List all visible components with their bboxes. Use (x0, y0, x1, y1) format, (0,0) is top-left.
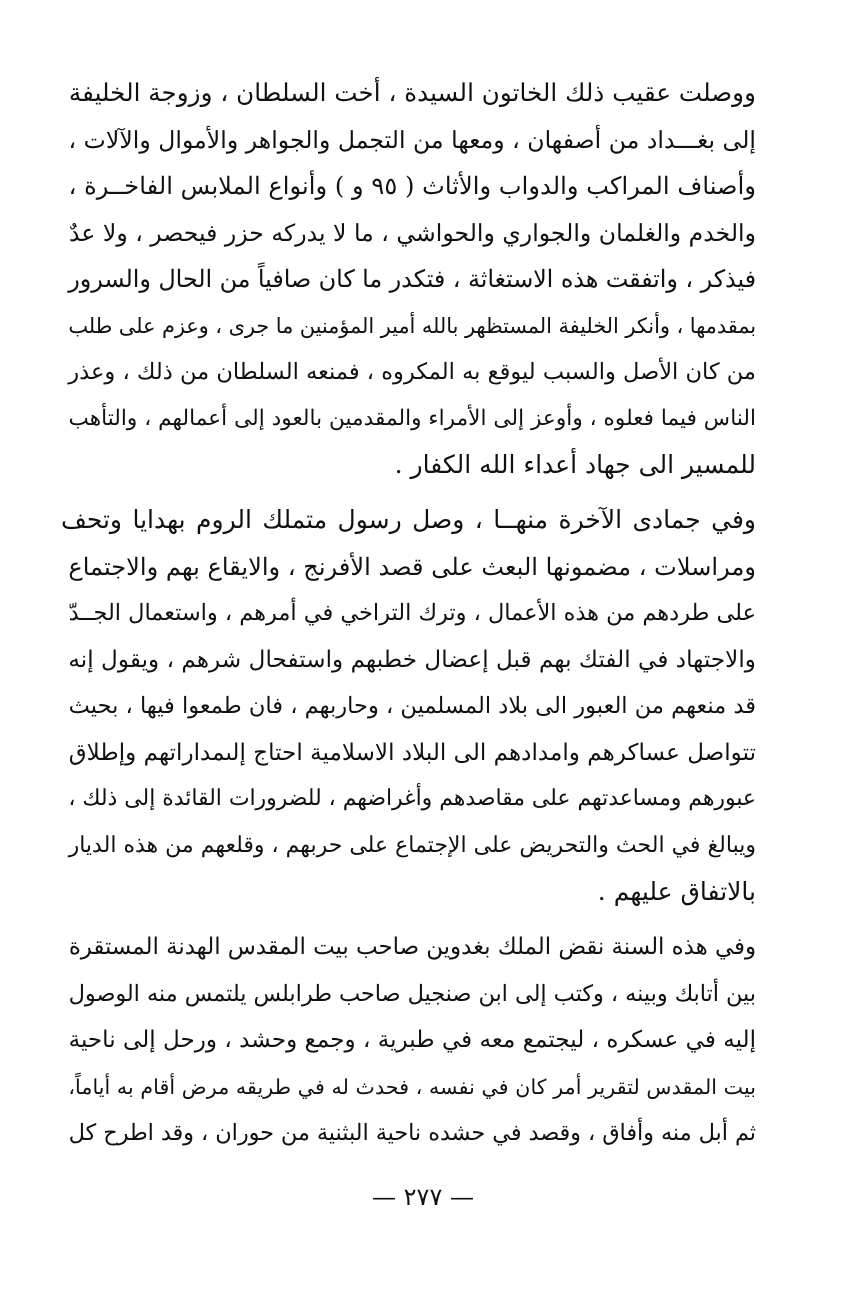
text-line: على طردهم من هذه الأعمال ، وترك التراخي في أمرهم ، واستعمال الجــدّ (68, 600, 756, 626)
text-line: وفي هذه السنة نقض الملك بغدوين صاحب بيت المقدس الهدنة المستقرة (68, 934, 756, 960)
text-line: بيت المقدس لتقرير أمر كان في نفسه ، فحدث له في طريقه مرض أقام به أياماً، (68, 1074, 756, 1099)
text-line: والاجتهاد في الفتك بهم قبل إعضال خطبهم واستفحال شرهم ، ويقول إنه (68, 645, 756, 673)
text-line: والخدم والغلمان والجواري والحواشي ، ما لا يدركه حزر فيحصر ، ولا عدٌ (68, 218, 756, 247)
text-line: بين أتابك وبينه ، وكتب إلى ابن صنجيل صاحب طرابلس يلتمس منه الوصول (68, 980, 756, 1007)
text-line: وأصناف المراكب والدواب والأثاث ( ٩٥ و ) وأنواع الملابس الفاخــرة ، (68, 172, 756, 200)
text-line: إليه في عسكره ، ليجتمع معه في طبرية ، وجمع وحشد ، ورحل إلى ناحية (68, 1027, 756, 1053)
paragraph-1 (61, 70, 756, 489)
text-line: ووصلت عقيب ذلك الخاتون السيدة ، أخت السلطان ، وزوجة الخليفة (68, 78, 756, 107)
text-line: ثم أبل منه وأفاق ، وقصد في حشده ناحية البثنية من حوران ، وقد اطرح كل (68, 1120, 756, 1146)
paragraph-2 (61, 497, 756, 916)
text-line: الناس فيما فعلوه ، وأوعز إلى الأمراء والمقدمين بالعود إلى أعمالهم ، والتأهب (68, 405, 756, 431)
text-line: بمقدمها ، وأنكر الخليفة المستظهر بالله أمير المؤمنين ما جرى ، وعزم على طلب (68, 313, 756, 338)
text-line: بالاتفاق عليهم . (597, 877, 756, 906)
text-line: قد منعهم من العبور الى بلاد المسلمين ، وحاربهم ، فان طمعوا فيها ، بحيث (68, 693, 756, 719)
text-line: عبورهم ومساعدتهم على مقاصدهم وأغراضهم ، للضرورات القائدة إلى ذلك ، (68, 786, 756, 811)
text-line: فيذكر ، واتفقت هذه الاستغاثة ، فتكدر ما كان صافياً من الحال والسرور (68, 265, 756, 293)
text-line: تتواصل عساكرهم وامدادهم الى البلاد الاسلامية احتاج إلىمداراتهم وإطلاق (68, 739, 756, 766)
text-line: للمسير الى جهاد أعداء الله الكفار . (394, 450, 756, 479)
page-number: — ٢٧٧ — (372, 1183, 474, 1211)
text-line: ويبالغ في الحث والتحريض على الإجتماع على حربهم ، وقلعهم من هذه الديار (68, 832, 756, 858)
text-line: ومراسلات ، مضمونها البعث على قصد الأفرنج ، والايقاع بهم والاجتماع (68, 552, 756, 581)
text-line: من كان الأصل والسبب ليوقع به المكروه ، فمنعه السلطان من ذلك ، وعذر (68, 359, 756, 385)
text-line: وفي جمادى الآخرة منهــا ، وصل رسول متملك الروم بهدايا وتحف (60, 505, 756, 534)
paragraph-3 (61, 924, 756, 1157)
text-line: إلى بغـــداد من أصفهان ، ومعها من التجمل والجواهر والأموال والآلات ، (68, 125, 756, 154)
